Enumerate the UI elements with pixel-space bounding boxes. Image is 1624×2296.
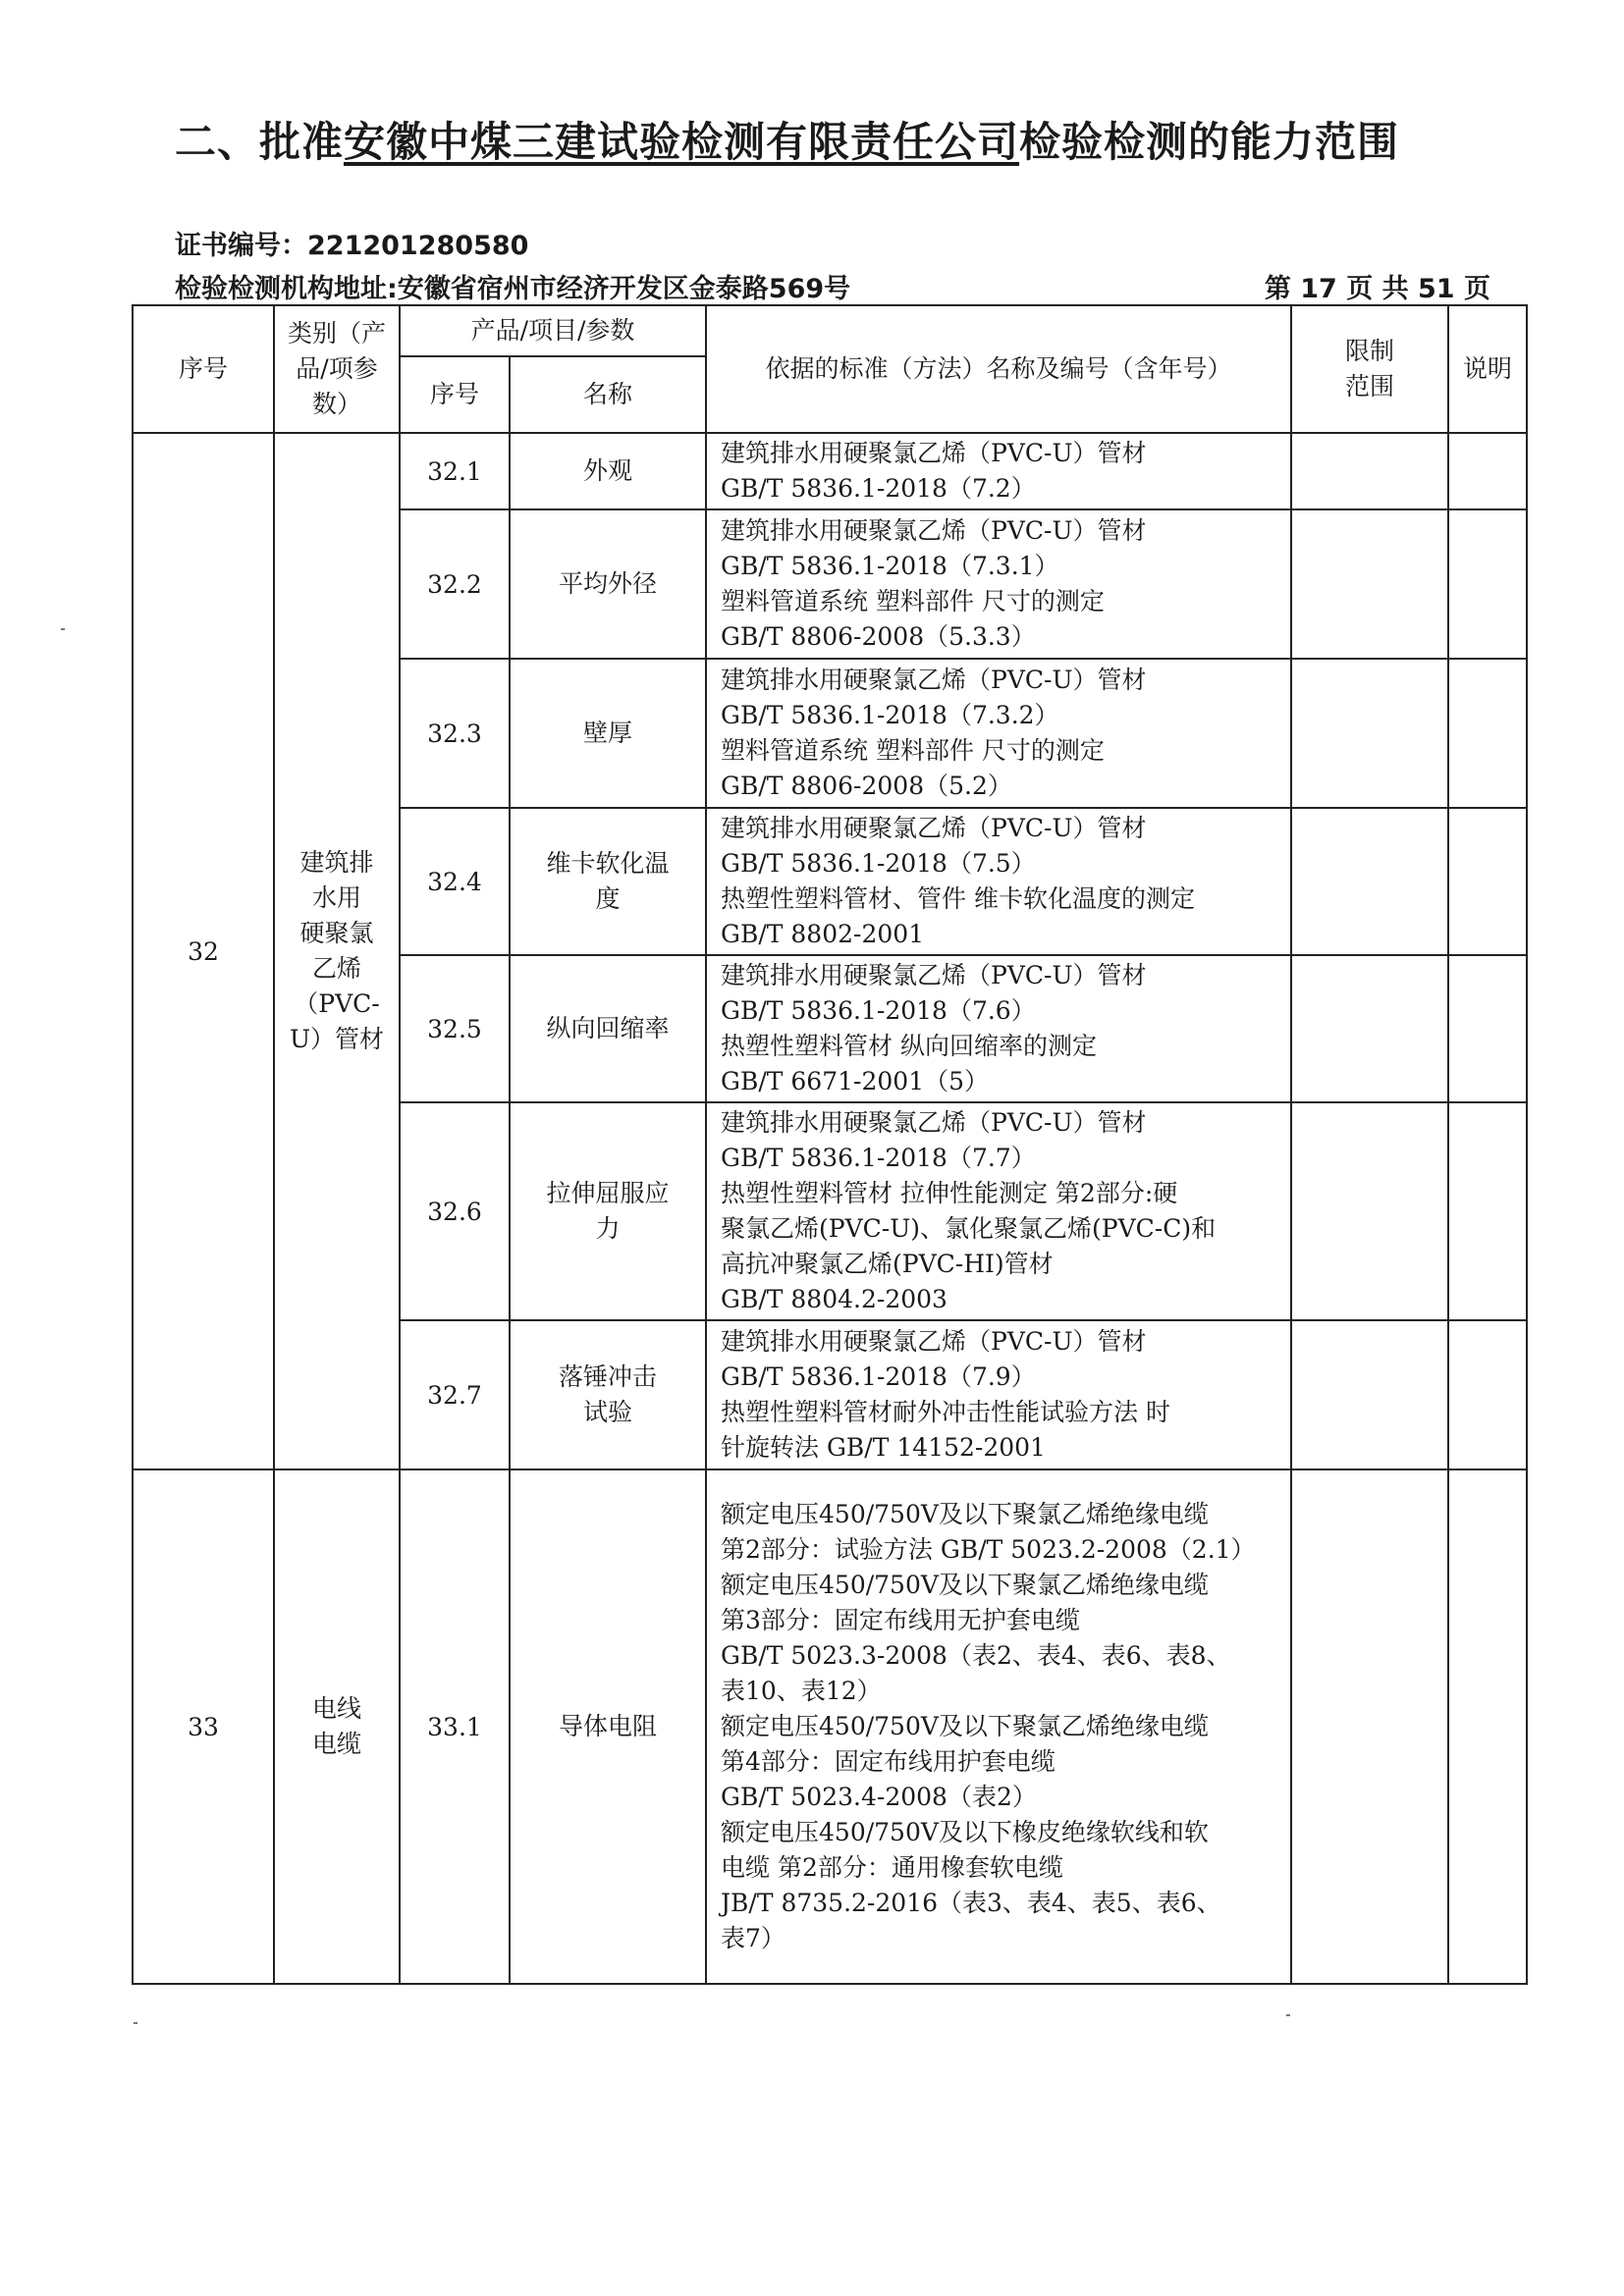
group-category: 电线 电缆 <box>274 1469 400 1984</box>
item-name: 维卡软化温 度 <box>510 808 706 955</box>
item-seq: 32.4 <box>400 808 510 955</box>
cert-label: 证书编号： <box>175 231 307 261</box>
header-name: 名称 <box>510 356 706 433</box>
item-limit <box>1291 433 1448 509</box>
header-sub-seq: 序号 <box>400 356 510 433</box>
item-limit <box>1291 659 1448 808</box>
header-standard: 依据的标准（方法）名称及编号（含年号） <box>706 305 1291 433</box>
header-limit: 限制 范围 <box>1291 305 1448 433</box>
scan-speck <box>134 2022 137 2024</box>
item-seq: 32.1 <box>400 433 510 509</box>
title-company: 安徽中煤三建试验检测有限责任公司 <box>344 118 1020 166</box>
address: 检验检测机构地址:安徽省宿州市经济开发区金泰路569号 <box>175 274 851 304</box>
item-seq: 32.5 <box>400 955 510 1102</box>
group-category: 建筑排 水用 硬聚氯 乙烯 （PVC- U）管材 <box>274 433 400 1469</box>
title-suffix: 检验检测的能力范围 <box>1019 118 1400 166</box>
item-note <box>1448 1469 1527 1984</box>
item-limit <box>1291 1102 1448 1320</box>
address-line <box>175 267 1490 305</box>
header-product-group: 产品/项目/参数 <box>400 305 706 356</box>
header-category: 类别（产 品/项参 数） <box>274 305 400 433</box>
scan-speck <box>61 628 65 630</box>
item-seq: 33.1 <box>400 1469 510 1984</box>
item-limit <box>1291 955 1448 1102</box>
certificate-line <box>175 224 528 262</box>
item-standard: 建筑排水用硬聚氯乙烯（PVC-U）管材 GB/T 5836.1-2018（7.7） 热塑性塑料管材 拉伸性能测定 第2部分:硬 聚氯乙烯(PVC-U)、氯化聚氯乙烯(PVC-C)和 高抗冲聚氯乙烯(PVC-HI)管材 GB/T 8804.2-2003 <box>706 1102 1291 1320</box>
table-row <box>133 433 1527 509</box>
item-limit <box>1291 808 1448 955</box>
header-note: 说明 <box>1448 305 1527 433</box>
group-seq: 33 <box>133 1469 274 1984</box>
item-limit <box>1291 1320 1448 1469</box>
item-name: 落锤冲击 试验 <box>510 1320 706 1469</box>
item-limit <box>1291 509 1448 659</box>
item-seq: 32.3 <box>400 659 510 808</box>
item-standard: 建筑排水用硬聚氯乙烯（PVC-U）管材 GB/T 5836.1-2018（7.6） 热塑性塑料管材 纵向回缩率的测定 GB/T 6671-2001（5） <box>706 955 1291 1102</box>
item-note <box>1448 1102 1527 1320</box>
item-note <box>1448 433 1527 509</box>
item-name: 纵向回缩率 <box>510 955 706 1102</box>
item-standard: 额定电压450/750V及以下聚氯乙烯绝缘电缆 第2部分：试验方法 GB/T 5023.2-2008（2.1） 额定电压450/750V及以下聚氯乙烯绝缘电缆 第3部分：固定布线用无护套电缆 GB/T 5023.3-2008（表2、表4、表6、表8、 表10、表12） 额定电压450/750V及以下聚氯乙烯绝缘电缆 第4部分：固定布线用护套电缆 GB/T 5023.4-2008（表2） 额定电压450/750V及以下橡皮绝缘软线和软 电缆 第2部分：通用橡套软电缆 JB/T 8735.2-2016（表3、表4、表5、表6、 表7） <box>706 1469 1291 1984</box>
item-standard: 建筑排水用硬聚氯乙烯（PVC-U）管材 GB/T 5836.1-2018（7.3.1） 塑料管道系统 塑料部件 尺寸的测定 GB/T 8806-2008（5.3.3） <box>706 509 1291 659</box>
cert-number: 221201280580 <box>307 231 529 261</box>
item-name: 平均外径 <box>510 509 706 659</box>
item-limit <box>1291 1469 1448 1984</box>
item-note <box>1448 808 1527 955</box>
scan-speck <box>1286 2014 1290 2016</box>
item-note <box>1448 1320 1527 1469</box>
item-seq: 32.7 <box>400 1320 510 1469</box>
item-name: 拉伸屈服应 力 <box>510 1102 706 1320</box>
item-note <box>1448 955 1527 1102</box>
item-standard: 建筑排水用硬聚氯乙烯（PVC-U）管材 GB/T 5836.1-2018（7.5） 热塑性塑料管材、管件 维卡软化温度的测定 GB/T 8802-2001 <box>706 808 1291 955</box>
page-info: 第 17 页 共 51 页 <box>1264 274 1490 304</box>
table-body <box>133 433 1527 1984</box>
title-prefix: 二、批准 <box>175 118 345 166</box>
item-note <box>1448 509 1527 659</box>
item-note <box>1448 659 1527 808</box>
item-name: 外观 <box>510 433 706 509</box>
item-name: 导体电阻 <box>510 1469 706 1984</box>
item-standard: 建筑排水用硬聚氯乙烯（PVC-U）管材 GB/T 5836.1-2018（7.3.2） 塑料管道系统 塑料部件 尺寸的测定 GB/T 8806-2008（5.2） <box>706 659 1291 808</box>
item-seq: 32.2 <box>400 509 510 659</box>
item-standard: 建筑排水用硬聚氯乙烯（PVC-U）管材 GB/T 5836.1-2018（7.2） <box>706 433 1291 509</box>
header-seq: 序号 <box>133 305 274 433</box>
table-row <box>133 1469 1527 1984</box>
item-name: 壁厚 <box>510 659 706 808</box>
page-title <box>175 110 1399 169</box>
group-seq: 32 <box>133 433 274 1469</box>
capability-table <box>132 304 1528 1985</box>
item-seq: 32.6 <box>400 1102 510 1320</box>
item-standard: 建筑排水用硬聚氯乙烯（PVC-U）管材 GB/T 5836.1-2018（7.9） 热塑性塑料管材耐外冲击性能试验方法 时 针旋转法 GB/T 14152-2001 <box>706 1320 1291 1469</box>
